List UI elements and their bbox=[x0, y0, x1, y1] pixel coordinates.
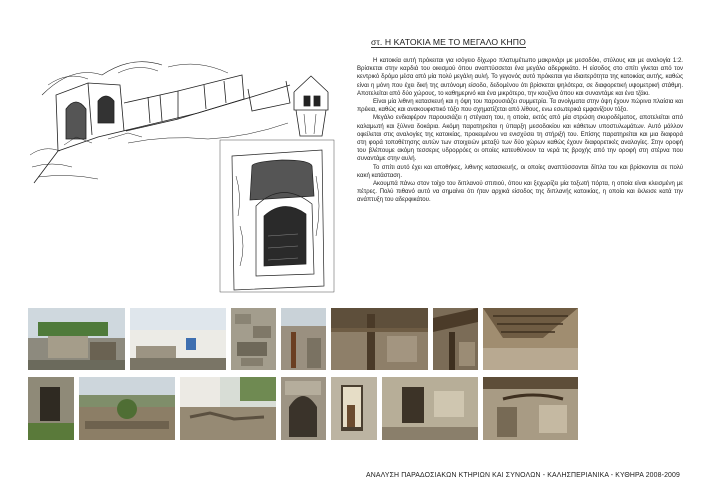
photo-doorway-green bbox=[28, 377, 74, 440]
photo-arched-fireplace bbox=[281, 377, 326, 440]
paragraph-2: Είναι μία λιθινη κατασκευή και η όψη του παρουσιάζει συμμετρία. Τα ανοίγματα στην όψη έχουν πώρινα πλαίσια και πρέκια, καθώς και ανακουφιστικό τόξο που σχηματίζεται από λίθους, ενω εσωτερικά εμφανίζουν τόξο. bbox=[357, 99, 683, 114]
footer-caption: ΑΝΑΛΥΣΗ ΠΑΡΑΔΟΣΙΑΚΩΝ ΚΤΗΡΙΩΝ ΚΑΙ ΣΥΝΟΛΩΝ - ΚΑΛΗΣΠΕΡΙΑΝΙΚΑ - ΚΥΘΗΡΑ 2008-2009 bbox=[366, 472, 680, 479]
description-text bbox=[357, 57, 683, 205]
photo-white-houses bbox=[130, 308, 226, 370]
chimney-sketch bbox=[290, 70, 332, 140]
page-title: στ. Η ΚΑΤΟΚΙΑ ΜΕ ΤΟ ΜΕΓΑΛΟ ΚΗΠΟ bbox=[371, 37, 526, 47]
photo-roof-beams-1 bbox=[331, 308, 428, 370]
photo-stone-wall-1 bbox=[231, 308, 276, 370]
photo-drainpipe bbox=[281, 308, 326, 370]
paragraph-5: Ακουμπά πάνω στον τοίχο του διπλανού σπιτιού, όπου και ξεχωρίζει μία τοξωτή πόρτα, η οποία είναι κλεισμένη με πέτρες. Πολύ πιθανό αυτό να σημαίνει ότι ήταν αρχικά είσοδος της διπλανής κατοικίας, η οποία και έκλεισε κατά την ανάπτυξη του αδερφικάτου. bbox=[357, 181, 683, 204]
photo-roof-beams-2 bbox=[433, 308, 478, 370]
photo-garden-pergola bbox=[28, 308, 125, 370]
photo-interior-door bbox=[331, 377, 377, 440]
photo-ceiling-reeds bbox=[483, 308, 578, 370]
fireplace-sketch bbox=[212, 136, 342, 296]
paragraph-4: Το σπίτι αυτό έχει και αποθήκες, λιθινης κατασκευής, οι οποίες αναπτύσσονται δίπλα του και βρίσκονται σε πολύ κακή κατάσταση. bbox=[357, 164, 683, 179]
photo-ruins-landscape bbox=[79, 377, 175, 440]
photo-courtyard-stones bbox=[180, 377, 276, 440]
photo-interior-beam bbox=[483, 377, 578, 440]
paragraph-3: Μεγάλο ενδιαφέρον παρουσιάζει η στέγαση του, η οποία, εκτός από μία στρώση σκυροδέματος, αποτελείται από καλαμωτή και ξύλινα δοκάρια. Ακόμη παρατηρείται η ύπαρξη μεσοδοκίου και κάθετων υποστυλωμάτων. Αυτό μάλλον οφείλεται στις αναλογίες της κατοικίας, προκειμένου να ενισχύσει τη στήριξή του. Επίσης παρατηρείται και μια διαφορά στη φορά τοποθέτησης αυτών των στοιχειών μεταξύ των δύο χώρων καθώς έχουν διαφορετικές αναλογίες. Στην οροφή του βλέπουμε ακόμη τεσσερις υδρορρόες οι οποίες κατευθύνουν τα νερά τις βροχής από την οροφή στη στέρνα που συναντάμε στην αυλή. bbox=[357, 115, 683, 163]
paragraph-1: Η κατοικία αυτή πρόκειται για ισόγειο δίχωρο πλατυμέτωπο μακρινάρι με μεσοδόκι, στύλους και με αναλογία 1:2. Βρίσκεται στην καρδιά του οικισμού όπου αναπτύσσεται ένα μεγάλο αδερφικάτο. Η είσοδος στο σπίτι γίνεται από τον κεντρικό δρόμο μέσα από μία πολύ μεγάλη αυλή. Το γεγονός αυτό πρόκειται για ιδιαιτερότητα της κατοικίας αυτής, καθώς είναι η μόνη που έχει δική της αυτόνομη είσοδο, δεδομένου ότι βρίσκεται ψηλότερα, σε διαφορετική υψομετρική στάθμη. Αποτελείται από δύο χώρους, το καθημερινό και ένα μικρότερο, την κουζίνα όπου και συναντάμε και ένα τζάκι. bbox=[357, 58, 683, 97]
photo-interior-niche bbox=[382, 377, 478, 440]
